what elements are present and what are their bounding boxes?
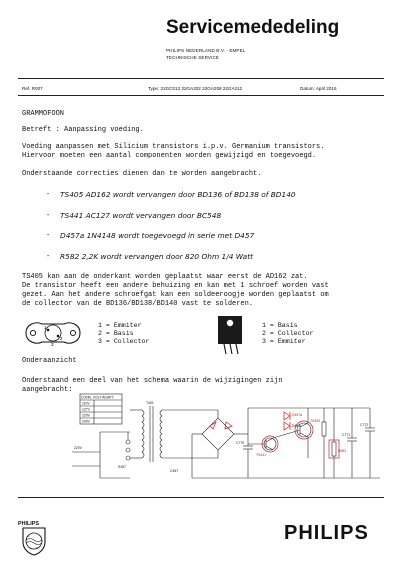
header-rule-top [18, 78, 384, 79]
schematic-part-label: D457 [292, 424, 301, 428]
subject-line: Betreft : Aanpassing voeding. [22, 126, 144, 134]
bullet-dash: - [46, 212, 51, 220]
schematic-voltage-label: 220V [82, 413, 90, 418]
bullet-dash: - [46, 253, 51, 261]
schematic-intro-1: Onderstaand een deel van het schema waarin de wijzigingen zijn [22, 377, 283, 385]
schematic-part-label: R582 [338, 449, 347, 453]
svg-text:✦: ✦ [28, 536, 30, 538]
corrections-intro: Onderstaande correcties dienen dan te worden aangebracht. [22, 170, 262, 178]
bullet-dash: - [46, 232, 51, 240]
schematic-part-label: C772 [360, 423, 369, 427]
schematic-part-label: TS405 [310, 419, 320, 423]
shield-caption: PHILIPS [18, 521, 39, 527]
product-name: GRAMMOFOON [22, 110, 65, 118]
schematic-part-label: T401 [146, 401, 154, 405]
mounting-line-2: De transistor heeft een andere behuizing en kan met 1 schroef worden vast [22, 282, 329, 290]
correction-item: R582 2,2K wordt vervangen door 820 Ohm 1/4 Watt [60, 252, 254, 261]
issue-date: Datum: April 2016 [300, 86, 337, 91]
correction-item: TS441 AC127 wordt vervangen door BC548 [60, 211, 222, 220]
intro-line-1: Voeding aanpassen met Silicium transistors i.p.v. Germanium transistors. [22, 143, 325, 151]
philips-wordmark: PHILIPS [284, 522, 369, 544]
schematic-table-title: CONN. VOLT ADAPT. [81, 395, 115, 400]
intro-line-2: Hiervoor moeten een aantal componenten worden gewijzigd en toegevoegd. [22, 152, 317, 160]
correction-item: TS405 AD162 wordt vervangen door BD136 of BD138 of BD140 [60, 190, 296, 199]
schematic-part-label: TS441 [256, 453, 266, 457]
pinout-right-1: 1 = Basis [262, 322, 298, 329]
schematic-voltage-label: 110V [82, 401, 90, 406]
department-name: TECHNISCHE SERVICE [166, 55, 220, 60]
pinout-left-2: 2 = Basis [98, 330, 134, 337]
schematic-part-label: C771 [342, 433, 351, 437]
svg-text:1: 1 [44, 325, 47, 330]
schematic-part-label: S457 [118, 465, 126, 469]
schematic-mains-label: 220V [74, 446, 82, 450]
pinout-right-2: 2 = Collector [262, 330, 314, 337]
schematic-part-label: D457a [292, 413, 302, 417]
pinout-right-3: 3 = Emmiter [262, 338, 306, 345]
to126-transistor-drawing [212, 312, 254, 356]
svg-text:✦: ✦ [36, 547, 38, 549]
svg-text:3: 3 [51, 342, 54, 347]
schematic-part-label: C457 [170, 469, 179, 473]
pinout-left-1: 1 = Emmiter [98, 322, 142, 329]
mounting-line-4: de collector van de BD136/BD138/BD140 vast te solderen. [22, 300, 254, 308]
mounting-line-3: gezet. Aan het andere schroefgat kan een soldeeroogje worden geplaatst om [22, 291, 329, 299]
power-supply-schematic [70, 392, 388, 484]
pinout-left-3: 3 = Collector [98, 338, 150, 345]
header-rule-bottom [18, 95, 384, 96]
bottom-view-label: Onderaanzicht [22, 357, 77, 365]
schematic-voltage-label: 240V [82, 419, 90, 424]
mounting-line-1: TS405 kan aan de onderkant worden geplaatst waar eerst de AD162 zat. [22, 273, 308, 281]
schematic-voltage-label: 127V [82, 407, 90, 412]
footer-rule [18, 497, 384, 498]
correction-item: D457a 1N4148 wordt toegevoegd in serie met D457 [60, 231, 255, 240]
to3-transistor-outline [22, 318, 84, 348]
schematic-intro-2: aangebracht: [22, 386, 73, 394]
model-types: Type: 22GC012 22GA202 22GA209 22GA212 [148, 86, 243, 91]
company-name: PHILIPS NEDERLAND B.V. - EMPEL [166, 48, 246, 53]
schematic-part-label: C770 [236, 441, 245, 445]
page-title: Servicemededeling [166, 17, 340, 38]
svg-text:2: 2 [60, 336, 63, 341]
reference-number: Ref. R007 [22, 86, 43, 91]
bullet-dash: - [46, 191, 51, 199]
